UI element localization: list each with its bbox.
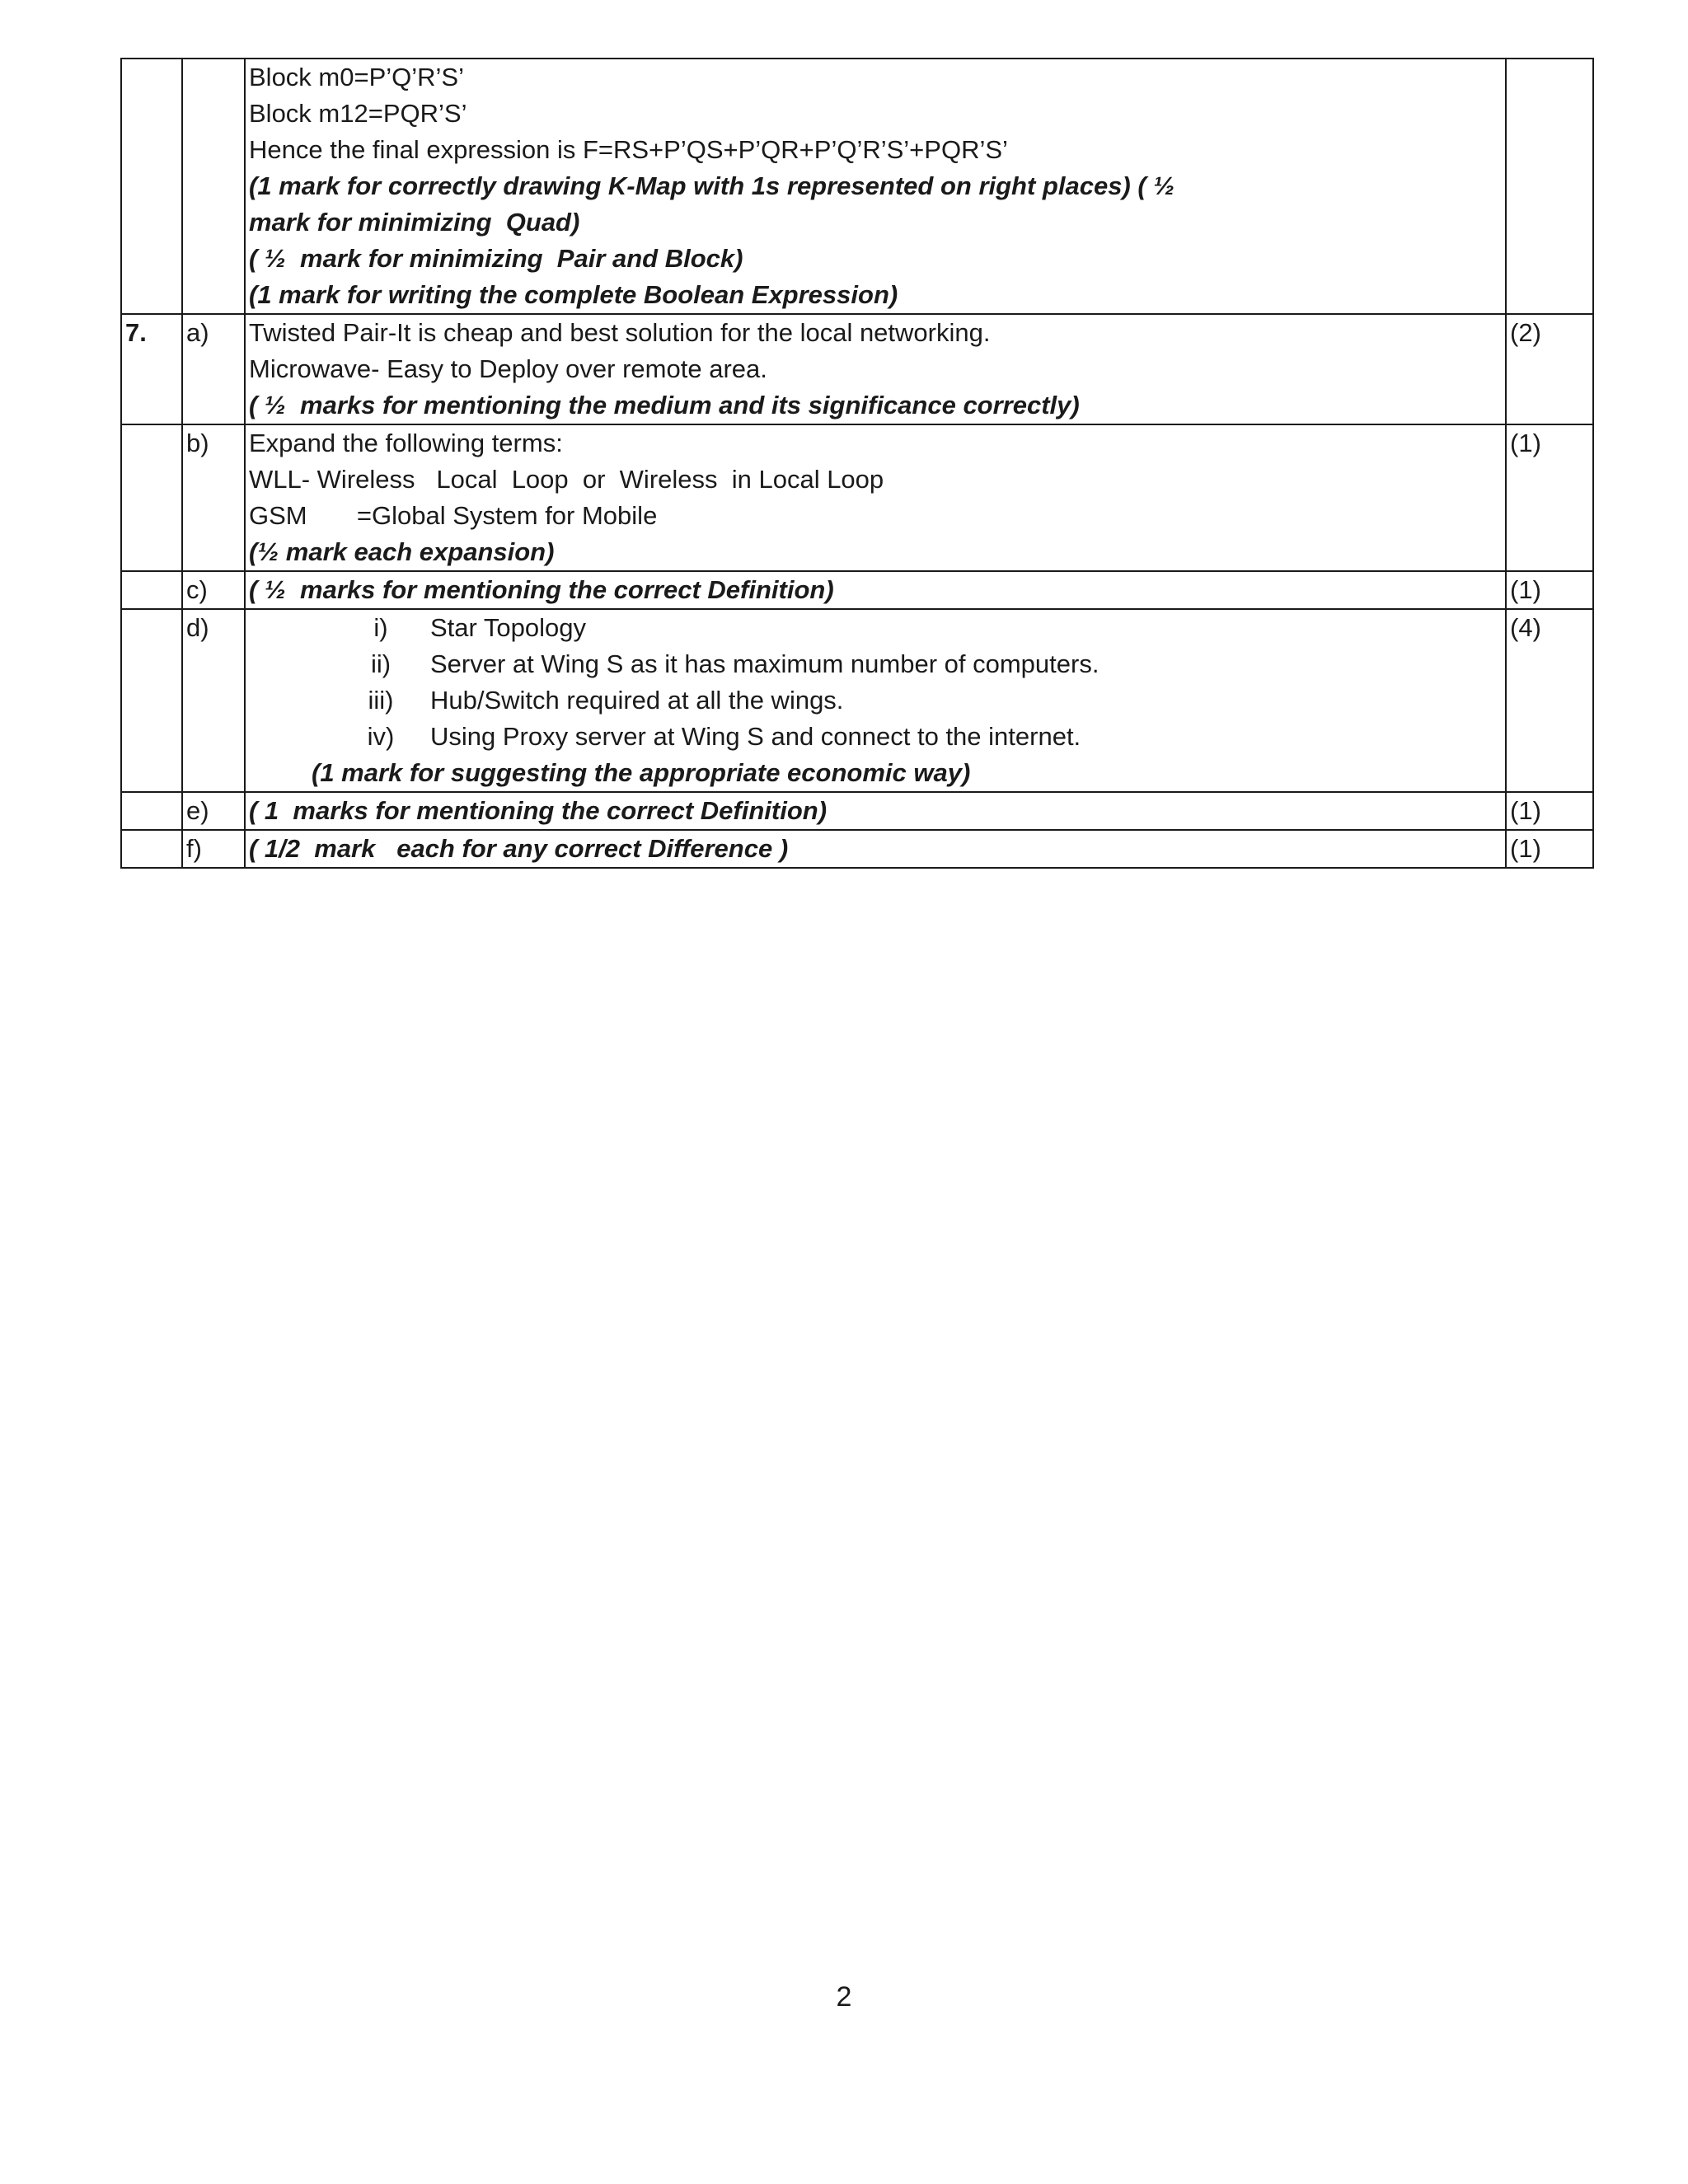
answer-line: GSM =Global System for Mobile — [249, 501, 658, 530]
question-number-cell — [121, 571, 182, 609]
answer-cell — [245, 59, 1506, 314]
table-row-7a — [121, 314, 1593, 424]
part-cell: c) — [182, 571, 245, 609]
sub-answer — [249, 719, 1505, 755]
table-row-kmap — [121, 59, 1593, 314]
question-number-cell — [121, 830, 182, 868]
table-row-7d — [121, 609, 1593, 792]
answer-line: Block m0=P’Q’R’S’ — [249, 63, 464, 91]
answer-cell — [245, 792, 1506, 830]
sub-answer-number: iii) — [368, 686, 394, 715]
sub-answer-text: Server at Wing S as it has maximum number of computers. — [430, 649, 1100, 678]
question-number-cell — [121, 792, 182, 830]
answer-line: Hence the final expression is F=RS+P’QS+P’QR+P’Q’R’S’+PQR’S’ — [249, 135, 1008, 164]
marking-note: mark for minimizing Quad) — [249, 208, 580, 237]
table-row-7f — [121, 830, 1593, 868]
answer-cell — [245, 314, 1506, 424]
marks-cell: (1) — [1506, 424, 1593, 571]
marking-note: (1 mark for writing the complete Boolean Expression) — [249, 280, 898, 309]
sub-answer — [249, 682, 1505, 719]
question-number-cell — [121, 609, 182, 792]
sub-answer-number: i) — [373, 613, 388, 642]
part-cell: e) — [182, 792, 245, 830]
page-number: 2 — [836, 1981, 852, 2013]
sub-answer-text: Star Topology — [430, 613, 586, 642]
answer-line: WLL- Wireless Local Loop or Wireless in Local Loop — [249, 465, 884, 494]
table-row-7c — [121, 571, 1593, 609]
answer-cell — [245, 424, 1506, 571]
table-row-7e — [121, 792, 1593, 830]
question-number-cell — [121, 59, 182, 314]
question-number-cell: 7. — [121, 314, 182, 424]
marks-cell — [1506, 59, 1593, 314]
sub-answer-number: iv) — [367, 722, 395, 751]
marking-note: ( ½ marks for mentioning the correct Definition) — [249, 575, 834, 604]
marks-cell: (4) — [1506, 609, 1593, 792]
answer-cell — [245, 609, 1506, 792]
marks-cell: (1) — [1506, 792, 1593, 830]
answer-line: Expand the following terms: — [249, 429, 563, 457]
marking-note: (½ mark each expansion) — [249, 537, 555, 566]
sub-answer-text: Hub/Switch required at all the wings. — [430, 686, 844, 715]
marks-cell: (2) — [1506, 314, 1593, 424]
marking-note: ( 1/2 mark each for any correct Difference ) — [249, 834, 789, 863]
marking-scheme-table — [120, 58, 1594, 869]
part-cell: a) — [182, 314, 245, 424]
answer-line: Twisted Pair-It is cheap and best solution for the local networking. — [249, 318, 991, 347]
marking-note: (1 mark for suggesting the appropriate economic way) — [312, 758, 971, 787]
sub-answer-number: ii) — [370, 649, 392, 678]
marks-cell: (1) — [1506, 571, 1593, 609]
sub-answer-text: Using Proxy server at Wing S and connect to the internet. — [430, 722, 1081, 751]
answer-cell — [245, 571, 1506, 609]
table-row-7b — [121, 424, 1593, 571]
marks-cell: (1) — [1506, 830, 1593, 868]
sub-answer — [249, 646, 1505, 682]
sub-answer — [249, 610, 1505, 646]
answer-cell — [245, 830, 1506, 868]
marking-note: ( ½ marks for mentioning the medium and its significance correctly) — [249, 391, 1080, 419]
part-cell: f) — [182, 830, 245, 868]
part-cell: b) — [182, 424, 245, 571]
answer-line: Microwave- Easy to Deploy over remote area. — [249, 354, 767, 383]
part-cell — [182, 59, 245, 314]
marking-note: ( 1 marks for mentioning the correct Definition) — [249, 796, 828, 825]
answer-line: Block m12=PQR’S’ — [249, 99, 467, 128]
question-number-cell — [121, 424, 182, 571]
part-cell: d) — [182, 609, 245, 792]
marking-note: ( ½ mark for minimizing Pair and Block) — [249, 244, 743, 273]
marking-note: (1 mark for correctly drawing K-Map with 1s represented on right places) ( ½ — [249, 171, 1175, 200]
